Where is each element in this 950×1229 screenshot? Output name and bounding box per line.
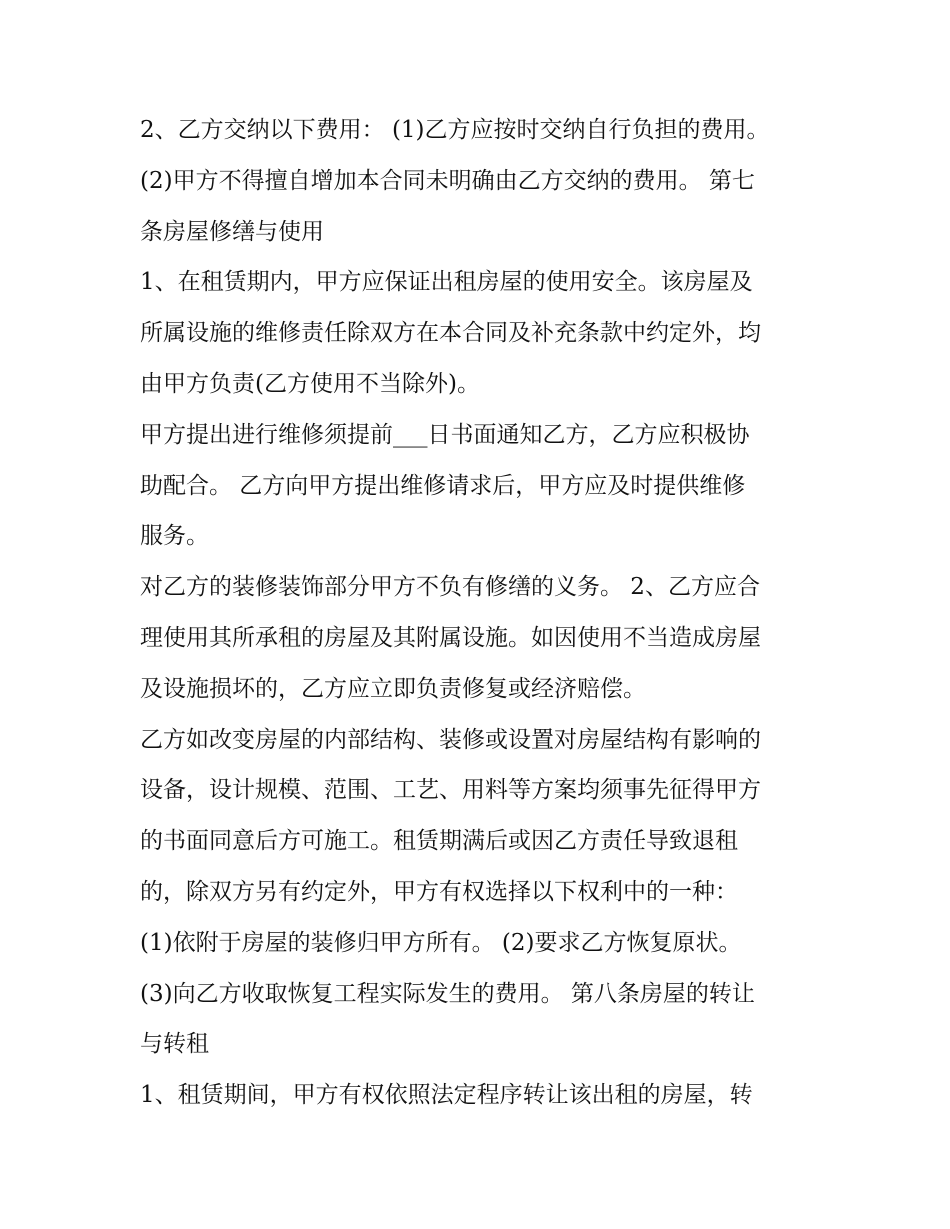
text-line: 所属设施的维修责任除双方在本合同及补充条款中约定外，均 xyxy=(140,320,761,347)
text-line: 1、租赁期间，甲方有权依照法定程序转让该出租的房屋，转 xyxy=(140,1082,753,1109)
text-line: 的，除双方另有约定外，甲方有权选择以下权利中的一种： xyxy=(140,878,738,905)
text-line: 1、在租赁期内，甲方应保证出租房屋的使用安全。该房屋及 xyxy=(140,269,753,296)
text-line: 服务。 xyxy=(140,523,209,550)
text-line: 由甲方负责(乙方使用不当除外)。 xyxy=(140,370,480,397)
text-line: 及设施损坏的，乙方应立即负责修复或经济赔偿。 xyxy=(140,675,646,702)
text-line: (2)甲方不得擅自增加本合同未明确由乙方交纳的费用。 第七 xyxy=(140,167,755,194)
text-line: 与转租 xyxy=(140,1031,209,1058)
text-line: 对乙方的装修装饰部分甲方不负有修缮的义务。 2、乙方应合 xyxy=(140,574,760,601)
contract-text xyxy=(140,105,830,1121)
text-line: 甲方提出进行维修须提前___日书面通知乙方，乙方应积极协 xyxy=(140,421,750,448)
text-line: 理使用其所承租的房屋及其附属设施。如因使用不当造成房屋 xyxy=(140,624,761,651)
text-line: 的书面同意后方可施工。租赁期满后或因乙方责任导致退租 xyxy=(140,828,738,855)
text-line: 设备，设计规模、范围、工艺、用料等方案均须事先征得甲方 xyxy=(140,777,761,804)
text-line: 2、乙方交纳以下费用： (1)乙方应按时交纳自行负担的费用。 xyxy=(140,117,770,143)
text-line: (3)向乙方收取恢复工程实际发生的费用。 第八条房屋的转让 xyxy=(140,980,755,1007)
text-line: 条房屋修缮与使用 xyxy=(140,218,324,245)
text-line: 助配合。 乙方向甲方提出维修请求后，甲方应及时提供维修 xyxy=(140,472,746,499)
text-line: 乙方如改变房屋的内部结构、装修或设置对房屋结构有影响的 xyxy=(140,726,761,753)
text-line: (1)依附于房屋的装修归甲方所有。 (2)要求乙方恢复原状。 xyxy=(140,929,742,956)
